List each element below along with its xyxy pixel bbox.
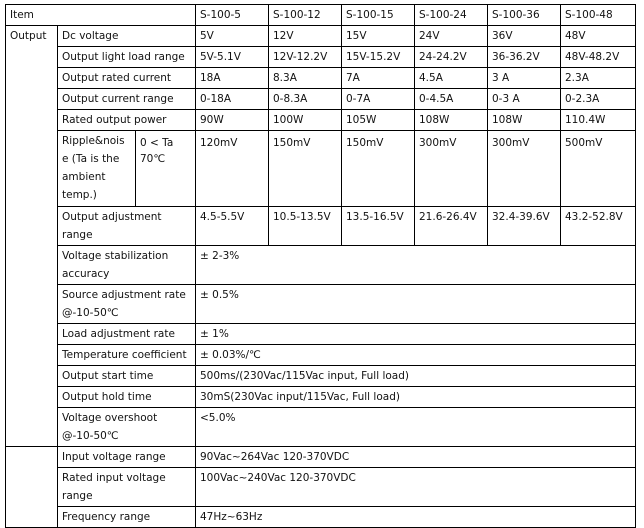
header-model: S-100-12 <box>269 5 342 26</box>
cell-value: 43.2-52.8V <box>561 207 636 246</box>
row-label: Voltage overshoot @-10-50℃ <box>58 408 196 447</box>
cell-value: 15V-15.2V <box>342 47 415 68</box>
cell-value: 5V-5.1V <box>196 47 269 68</box>
cell-value: 18A <box>196 68 269 89</box>
cell-value: 300mV <box>415 131 488 207</box>
header-row <box>6 5 636 26</box>
row-label: Load adjustment rate <box>58 324 196 345</box>
cell-value: 150mV <box>269 131 342 207</box>
row-label: Output adjustment range <box>58 207 196 246</box>
table-row <box>6 345 636 366</box>
cell-value: 5V <box>196 26 269 47</box>
row-label: Output current range <box>58 89 196 110</box>
cell-value: ± 2-3% <box>196 246 636 285</box>
cell-value: 0-3 A <box>488 89 561 110</box>
cell-value: 30mS(230Vac input/115Vac, Full load) <box>196 387 636 408</box>
row-label: Rated output power <box>58 110 196 131</box>
table-row <box>6 387 636 408</box>
cell-value: 150mV <box>342 131 415 207</box>
table-row <box>6 408 636 447</box>
header-model: S-100-24 <box>415 5 488 26</box>
input-group-label <box>6 447 58 528</box>
row-label: Input voltage range <box>58 447 196 468</box>
cell-value: 90Vac~264Vac 120-370VDC <box>196 447 636 468</box>
table-row <box>6 131 636 207</box>
cell-value: 108W <box>415 110 488 131</box>
row-label: Output light load range <box>58 47 196 68</box>
cell-value: 100W <box>269 110 342 131</box>
cell-value: 2.3A <box>561 68 636 89</box>
header-model: S-100-5 <box>196 5 269 26</box>
row-label: Source adjustment rate @-10-50℃ <box>58 285 196 324</box>
cell-value: 21.6-26.4V <box>415 207 488 246</box>
table-row <box>6 47 636 68</box>
table-row <box>6 366 636 387</box>
cell-value: 24V <box>415 26 488 47</box>
header-model: S-100-36 <box>488 5 561 26</box>
cell-value: 500mV <box>561 131 636 207</box>
cell-value: 32.4-39.6V <box>488 207 561 246</box>
cell-value: 36-36.2V <box>488 47 561 68</box>
table-row <box>6 507 636 528</box>
cell-value: 3 A <box>488 68 561 89</box>
cell-value: 0-18A <box>196 89 269 110</box>
cell-value: 13.5-16.5V <box>342 207 415 246</box>
ripple-condition: 0 < Ta 70℃ <box>136 131 196 207</box>
cell-value: 36V <box>488 26 561 47</box>
cell-value: 100Vac~240Vac 120-370VDC <box>196 468 636 507</box>
output-group-label: Output <box>6 26 58 447</box>
table-row <box>6 447 636 468</box>
cell-value: 12V <box>269 26 342 47</box>
spec-table <box>5 4 636 528</box>
row-label: Output rated current <box>58 68 196 89</box>
cell-value: 15V <box>342 26 415 47</box>
table-row <box>6 89 636 110</box>
cell-value: 108W <box>488 110 561 131</box>
header-item: Item <box>6 5 196 26</box>
cell-value: ± 0.03%/℃ <box>196 345 636 366</box>
row-label: Temperature coefficient <box>58 345 196 366</box>
cell-value: 500ms/(230Vac/115Vac input, Full load) <box>196 366 636 387</box>
cell-value: 0-2.3A <box>561 89 636 110</box>
cell-value: 0-8.3A <box>269 89 342 110</box>
cell-value: 24-24.2V <box>415 47 488 68</box>
header-model: S-100-48 <box>561 5 636 26</box>
row-label: Frequency range <box>58 507 196 528</box>
row-label: Ripple&noise (Ta is the ambient temp.) <box>58 131 136 207</box>
cell-value: 12V-12.2V <box>269 47 342 68</box>
cell-value: 300mV <box>488 131 561 207</box>
table-row <box>6 468 636 507</box>
cell-value: 4.5-5.5V <box>196 207 269 246</box>
table-row <box>6 26 636 47</box>
cell-value: 90W <box>196 110 269 131</box>
cell-value: 8.3A <box>269 68 342 89</box>
table-row <box>6 324 636 345</box>
row-label: Voltage stabilization accuracy <box>58 246 196 285</box>
row-label: Output start time <box>58 366 196 387</box>
cell-value: 10.5-13.5V <box>269 207 342 246</box>
table-row <box>6 68 636 89</box>
table-row <box>6 207 636 246</box>
cell-value: <5.0% <box>196 408 636 447</box>
table-row <box>6 285 636 324</box>
table-row <box>6 110 636 131</box>
cell-value: 120mV <box>196 131 269 207</box>
cell-value: 47Hz~63Hz <box>196 507 636 528</box>
cell-value: 0-7A <box>342 89 415 110</box>
cell-value: 105W <box>342 110 415 131</box>
row-label: Rated input voltage range <box>58 468 196 507</box>
row-label: Dc voltage <box>58 26 196 47</box>
row-label: Output hold time <box>58 387 196 408</box>
cell-value: 48V-48.2V <box>561 47 636 68</box>
table-row <box>6 246 636 285</box>
cell-value: ± 1% <box>196 324 636 345</box>
cell-value: 110.4W <box>561 110 636 131</box>
cell-value: ± 0.5% <box>196 285 636 324</box>
cell-value: 0-4.5A <box>415 89 488 110</box>
cell-value: 7A <box>342 68 415 89</box>
cell-value: 4.5A <box>415 68 488 89</box>
cell-value: 48V <box>561 26 636 47</box>
header-model: S-100-15 <box>342 5 415 26</box>
